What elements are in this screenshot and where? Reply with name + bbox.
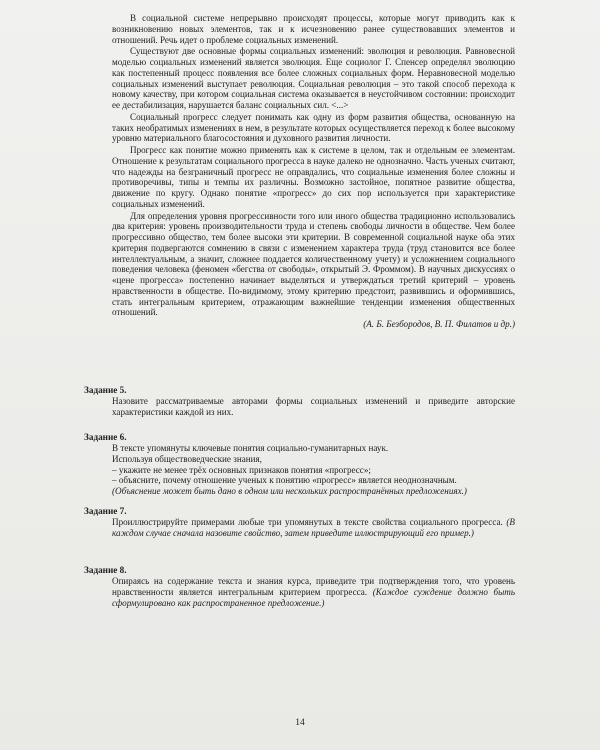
task-6-line-2: Используя обществоведческие знания, bbox=[112, 453, 262, 464]
task-8-note: (Каждое суждение должно быть сформулировано как распространенное предложение.) bbox=[112, 586, 515, 608]
task-7-note: (В каждом случае сначала назовите свойство, затем приведите иллюстрирующий его пример.) bbox=[112, 517, 515, 538]
task-7-title: Задание 7. bbox=[84, 506, 127, 516]
task-6-line-1: В тексте упомянуты ключевые понятия социально-гуманитарных наук. bbox=[112, 443, 389, 453]
task-8 bbox=[84, 565, 515, 608]
task-8-body bbox=[112, 576, 515, 608]
task-8-title: Задание 8. bbox=[84, 565, 127, 575]
task-6-note: (Объяснение может быть дано в одном или нескольких распространённых предложениях.) bbox=[112, 486, 467, 496]
page-number: 14 bbox=[295, 718, 305, 728]
task-7-text: Проиллюстрируйте примерами любые три упомянутых в тексте свойства социального прогресса. bbox=[112, 517, 503, 527]
task-8-text: Опираясь на содержание текста и знания курса, приведите три подтверждения того, что уровень нравственности является интегральным критерием прогресса. bbox=[112, 576, 515, 597]
task-5-title: Задание 5. bbox=[84, 385, 127, 395]
task-5 bbox=[84, 385, 515, 418]
task-6-line-3: – укажите не менее трёх основных признаков понятия «прогресс»; bbox=[112, 464, 371, 475]
task-6-line-4: – объясните, почему отношение ученых к понятию «прогресс» является неоднозначным. bbox=[112, 475, 457, 486]
paragraph-1: В социальной системе непрерывно происходят процессы, которые могут приводить как к возникновению новых элементов, так и к исчезновению ранее существовавших элементов и отношений. Речь идет о проблеме социальных изменений. bbox=[112, 13, 515, 45]
source-text bbox=[112, 13, 515, 330]
paragraph-3: Социальный прогресс следует понимать как одну из форм развития общества, основанную на таких необратимых изменениях в нем, в результате которых осуществляется переход к более высокому уровню материального благосостояния и духовного развития личности. bbox=[112, 111, 515, 144]
paragraph-5: Для определения уровня прогрессивности того или иного общества традиционно использовались два критерия: уровень производительности труда и степень свободы личности в обществе. Чем более прогрессивно общество, тем более высоки эти критерии. В современной социальной науке оба этих критерия подвергаются сомнению в связи с изменением характера труда (труд становится все более интеллектуальным, а значит, сложнее поддается количественному учету) и усложнением социального поведения человека (феномен «бегства от свободы», открытый Э. Фроммом). В научных дискуссиях о «цене прогресса» постепенно начинает выделяться и утверждаться третий критерий – уровень нравственности в обществе. По-видимому, этому критерию предстоит, развившись и оформившись, стать интегральным критерием, отражающим важнейшие тенденции изменения общественных отношений. bbox=[112, 210, 515, 318]
task-7-body bbox=[112, 517, 515, 539]
task-6-title: Задание 6. bbox=[84, 432, 127, 442]
paragraph-4: Прогресс как понятие можно применять как к системе в целом, так и отдельным ее элементам. Отношение к результатам социального прогресса в науке далеко не однозначно. Часть ученых считают, что надежды на безграничный прогресс не оправдались, что социальные изменения более сложны и противоречивы, типы и темпы их различны. Возможно застойное, попятное развитие общества, движение по кругу. Однако понятие «прогресс» до сих пор используется при характеристике социальных изменений. bbox=[112, 145, 515, 209]
source-attribution: (А. Б. Безбородов, В. П. Филатов и др.) bbox=[363, 319, 515, 329]
task-7 bbox=[84, 506, 515, 539]
task-5-text: Назовите рассматриваемые авторами формы социальных изменений и приведите авторские характеристики каждой из них. bbox=[112, 396, 515, 417]
paragraph-2: Существуют две основные формы социальных изменений: эволюция и революция. Равновесной моделью социальных изменений является эволюция. Еще социолог Г. Спенсер определял эволюцию как постепенный процесс появления все более сложных социальных форм. Неравновесной моделью социальных изменений выступает революция. Социальная революция – это такой способ перехода к новому качеству, при котором социальная система оказывается в неустойчивом состоянии: происходит ее дестабилизация, нарушается баланс социальных сил. <...> bbox=[112, 46, 515, 110]
task-6 bbox=[84, 432, 515, 497]
